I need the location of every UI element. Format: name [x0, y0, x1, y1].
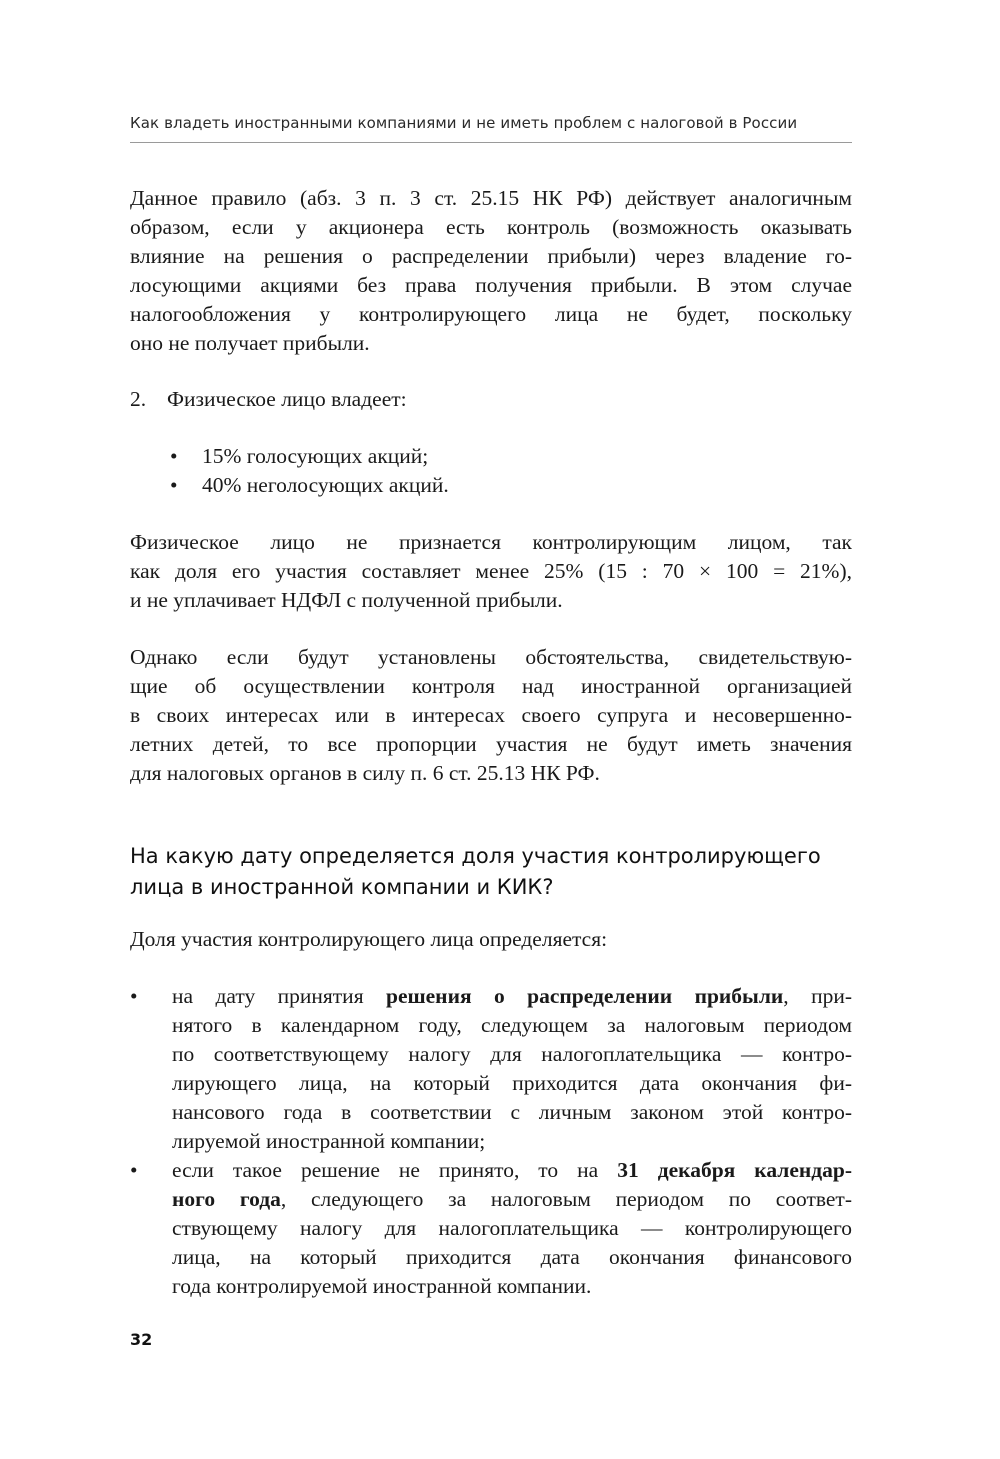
text-line: Доля участия контролирующего лица определяется: — [130, 927, 608, 951]
date-list — [130, 982, 852, 1301]
text-line — [172, 1185, 852, 1214]
bold-text: 31 декабря календар- — [617, 1158, 853, 1182]
numbered-item — [130, 385, 852, 414]
text-line: лирующего лица, на который приходится дата окончания фи- — [172, 1071, 852, 1095]
text-line: щие об осуществлении контроля над иностранной организацией — [130, 674, 852, 698]
text-line: оно не получает прибыли. — [130, 331, 370, 355]
paragraph-control-rule — [130, 184, 852, 358]
text-line: лируемой иностранной компании; — [172, 1129, 486, 1153]
text-line: налогообложения у контролирующего лица не будет, поскольку — [130, 302, 852, 326]
text-line — [172, 982, 852, 1011]
section-intro — [130, 925, 852, 954]
item-text: Физическое лицо владеет: — [167, 387, 407, 411]
text-line: Физическое лицо не признается контролирующим лицом, так — [130, 530, 852, 554]
text-run: , следующего за налоговым периодом по соответ- — [280, 1187, 852, 1211]
item-number: 2. — [130, 387, 147, 411]
text-line: влияние на решения о распределении прибыли) через владение го- — [130, 244, 852, 268]
list-item — [170, 471, 852, 500]
list-item — [130, 1156, 852, 1301]
text-line: для налоговых органов в силу п. 6 ст. 25.13 НК РФ. — [130, 761, 600, 785]
text-line: года контролируемой иностранной компании. — [172, 1274, 592, 1298]
bold-text: ного года — [172, 1187, 281, 1211]
text-line: лосующими акциями без права получения прибыли. В этом случае — [130, 273, 852, 297]
text-run: если такое решение не принято, то на — [172, 1158, 618, 1182]
list-item — [130, 982, 852, 1156]
header-divider — [130, 142, 852, 143]
text-run: на дату принятия — [172, 984, 386, 1008]
paragraph-circumstances — [130, 643, 852, 788]
heading-line: На какую дату определяется доля участия контролирующего — [130, 844, 821, 868]
bullet-icon: • — [170, 473, 178, 497]
paragraph-not-controlling — [130, 528, 852, 615]
bullet-icon: • — [170, 444, 178, 468]
text-line: как доля его участия составляет менее 25% (15 : 70 × 100 = 21%), — [130, 559, 852, 583]
list-item-text: 40% неголосующих акций. — [202, 473, 449, 497]
bullet-icon: • — [130, 1158, 138, 1182]
heading-line: лица в иностранной компании и КИК? — [130, 875, 554, 899]
text-line — [172, 1156, 852, 1185]
text-line: по соответствующему налогу для налогоплательщика — контро- — [172, 1042, 852, 1066]
text-line: Однако если будут установлены обстоятельства, свидетельствую- — [130, 645, 852, 669]
text-line: нятого в календарном году, следующем за налоговым периодом — [172, 1013, 852, 1037]
text-line: образом, если у акционера есть контроль (возможность оказывать — [130, 215, 852, 239]
text-line: в своих интересах или в интересах своего супруга и несовершенно- — [130, 703, 852, 727]
text-line: летних детей, то все пропорции участия не будут иметь значения — [130, 732, 852, 756]
text-line: ствующему налогу для налогоплательщика — контролирующего — [172, 1216, 852, 1240]
text-line: Данное правило (абз. 3 п. 3 ст. 25.15 НК РФ) действует аналогичным — [130, 186, 852, 210]
text-line: лица, на который приходится дата окончания финансового — [172, 1245, 852, 1269]
running-header: Как владеть иностранными компаниями и не иметь проблем с налоговой в России — [130, 114, 798, 132]
text-line: нансового года в соответствии с личным законом этой контро- — [172, 1100, 852, 1124]
list-item — [170, 442, 852, 471]
bold-text: решения о распределении прибыли — [385, 984, 784, 1008]
page-number: 32 — [130, 1330, 153, 1349]
text-line: и не уплачивает НДФЛ с полученной прибыли. — [130, 588, 563, 612]
list-item-text: 15% голосующих акций; — [202, 444, 429, 468]
bullet-icon: • — [130, 984, 138, 1008]
shares-list — [170, 442, 852, 500]
section-heading — [130, 841, 852, 903]
text-run: , при- — [783, 984, 852, 1008]
